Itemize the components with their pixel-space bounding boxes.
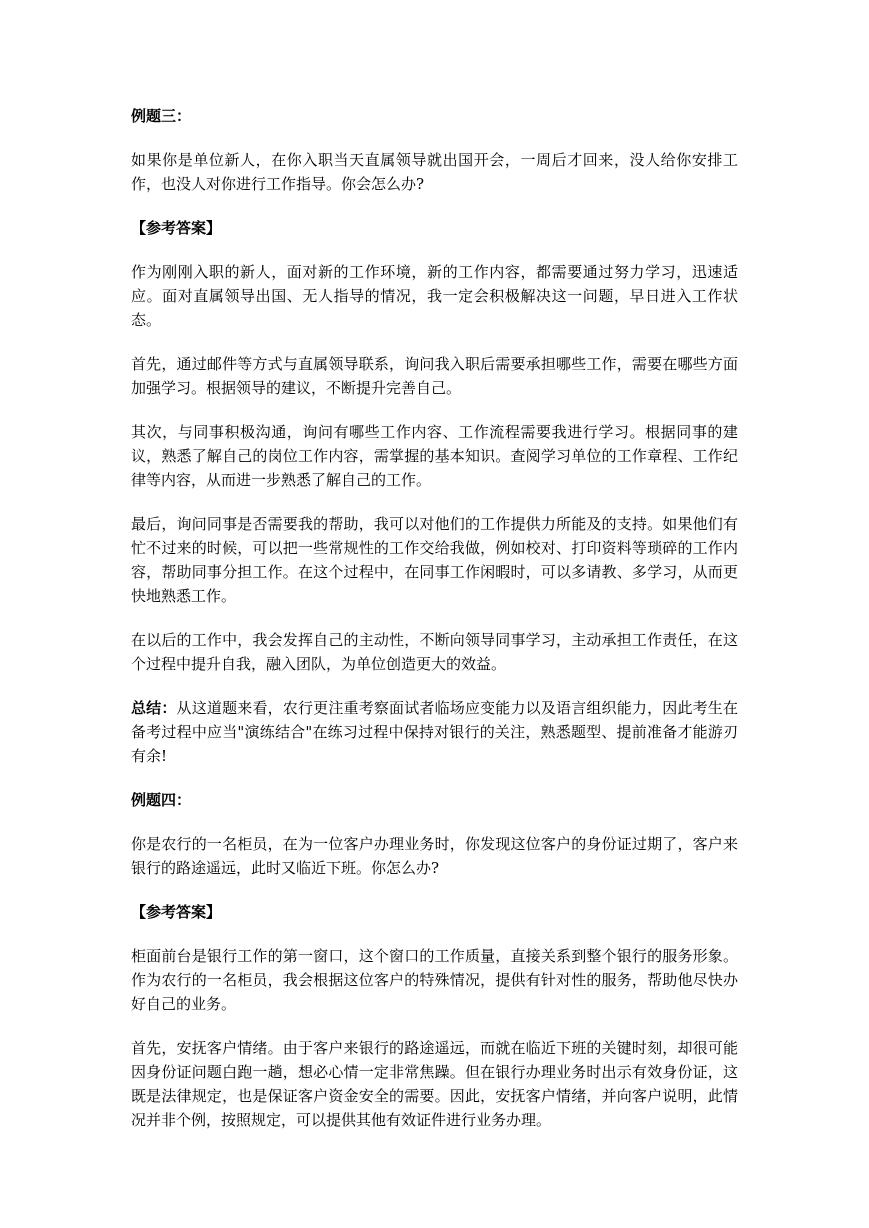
example-3-answer-paragraph: 最后，询问同事是否需要我的帮助，我可以对他们的工作提供力所能及的支持。如果他们有忙不过来的时候，可以把一些常规性的工作交给我做，例如校对、打印资料等琐碎的工作内容，帮助同事分担工作。在这个过程中，在同事工作闲暇时，可以多请教、多学习，从而更快地熟悉工作。 bbox=[131, 515, 738, 605]
example-4-answer-paragraph: 柜面前台是银行工作的第一窗口，这个窗口的工作质量，直接关系到整个银行的服务形象。作为农行的一名柜员，我会根据这位客户的特殊情况，提供有针对性的服务，帮助他尽快办好自己的业务。 bbox=[131, 947, 738, 1013]
example-3-answer-paragraph: 作为刚刚入职的新人，面对新的工作环境，新的工作内容，都需要通过努力学习，迅速适应。面对直属领导出国、无人指导的情况，我一定会积极解决这一问题，早日进入工作状态。 bbox=[131, 263, 738, 329]
example-4-answer-paragraph: 首先，安抚客户情绪。由于客户来银行的路途遥远，而就在临近下班的关键时刻，却很可能因身份证问题白跑一趟，想必心情一定非常焦躁。但在银行办理业务时出示有效身份证，这既是法律规定，也是保证客户资金安全的需要。因此，安抚客户情绪，并向客户说明，此情况并非个例，按照规定，可以提供其他有效证件进行业务办理。 bbox=[131, 1039, 738, 1129]
summary-label: 总结： bbox=[131, 699, 177, 717]
example-3-answer-paragraph: 首先，通过邮件等方式与直属领导联系，询问我入职后需要承担哪些工作，需要在哪些方面加强学习。根据领导的建议，不断提升完善自己。 bbox=[131, 355, 738, 397]
example-3-answer-paragraph: 其次，与同事积极沟通，询问有哪些工作内容、工作流程需要我进行学习。根据同事的建议，熟悉了解自己的岗位工作内容，需掌握的基本知识。查阅学习单位的工作章程、工作纪律等内容，从而进一步熟悉了解自己的工作。 bbox=[131, 423, 738, 489]
example-3-question: 如果你是单位新人，在你入职当天直属领导就出国开会，一周后才回来，没人给你安排工作，也没人对你进行工作指导。你会怎么办? bbox=[131, 151, 738, 193]
example-4-question: 你是农行的一名柜员，在为一位客户办理业务时，你发现这位客户的身份证过期了，客户来银行的路途遥远，此时又临近下班。你怎么办? bbox=[131, 835, 738, 877]
example-4-title: 例题四： bbox=[131, 791, 192, 809]
summary-text: 从这道题来看，农行更注重考察面试者临场应变能力以及语言组织能力，因此考生在备考过程中应当"演练结合"在练习过程中保持对银行的关注，熟悉题型、提前准备才能游刃有余! bbox=[131, 699, 738, 765]
example-4-answer-heading: 【参考答案】 bbox=[131, 903, 222, 921]
example-3-title: 例题三： bbox=[131, 107, 192, 125]
example-3-answer-heading: 【参考答案】 bbox=[131, 219, 222, 237]
example-3-summary bbox=[131, 696, 738, 768]
example-3-answer-paragraph: 在以后的工作中，我会发挥自己的主动性，不断向领导同事学习，主动承担工作责任，在这个过程中提升自我，融入团队，为单位创造更大的效益。 bbox=[131, 631, 738, 673]
